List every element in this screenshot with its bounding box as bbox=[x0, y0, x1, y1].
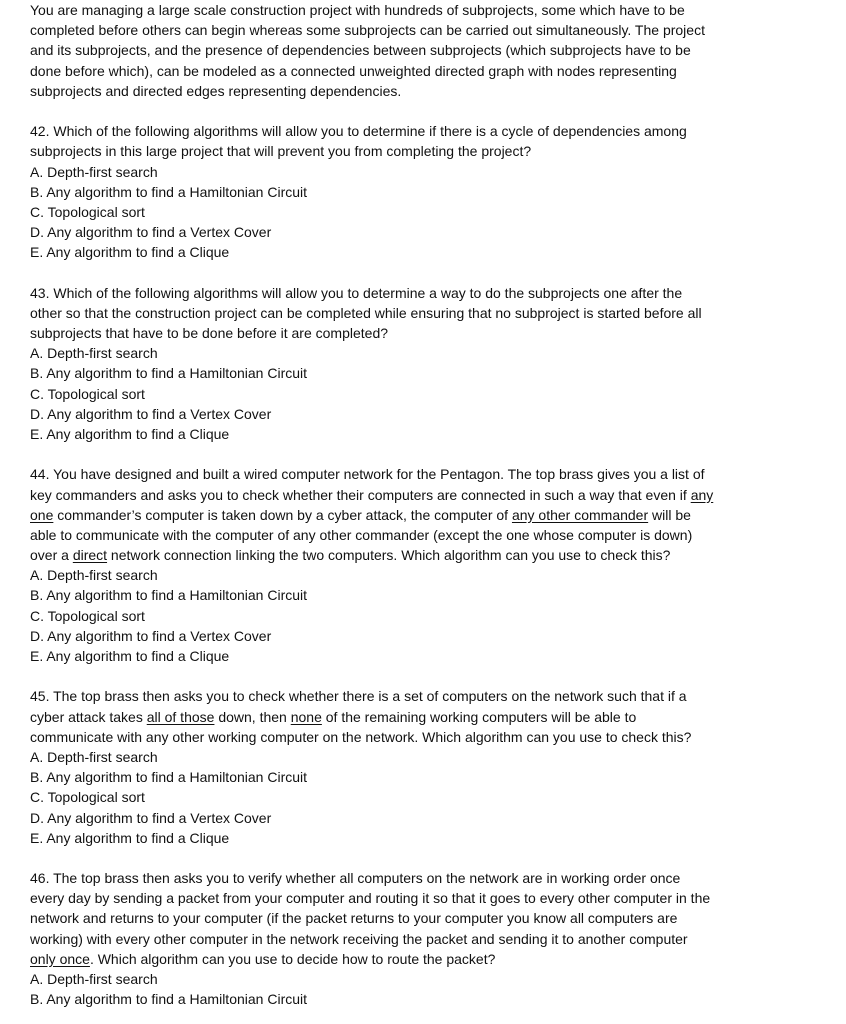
answer-option-c: C. Topological sort bbox=[30, 385, 145, 402]
underlined-text: none bbox=[290, 708, 322, 725]
answer-option-b: B. Any algorithm to find a Hamiltonian Circuit bbox=[30, 587, 308, 604]
question-text: every day by sending a packet from your computer and routing it so that it goes to every other computer in the bbox=[30, 890, 711, 907]
answer-option-a: A. Depth-first search bbox=[30, 345, 158, 362]
question-42 bbox=[30, 121, 820, 262]
intro-line: done before which), can be modeled as a connected unweighted directed graph with nodes representing bbox=[30, 62, 677, 79]
question-text: 44. You have designed and built a wired computer network for the Pentagon. The top brass gives you a list of bbox=[30, 466, 705, 483]
question-text: subprojects in this large project that will prevent you from completing the project? bbox=[30, 143, 532, 160]
question-text: 43. Which of the following algorithms will allow you to determine a way to do the subprojects one after the bbox=[30, 284, 683, 301]
answer-option-e: E. Any algorithm to find a Clique bbox=[30, 244, 230, 261]
question-46 bbox=[30, 868, 820, 1009]
underlined-text: any bbox=[690, 486, 714, 503]
question-text bbox=[30, 545, 820, 565]
underlined-text: only once bbox=[30, 950, 90, 967]
answer-option-b: B. Any algorithm to find a Hamiltonian Circuit bbox=[30, 991, 308, 1008]
answer-option-a: A. Depth-first search bbox=[30, 163, 158, 180]
question-text: 42. Which of the following algorithms will allow you to determine if there is a cycle of dependencies among bbox=[30, 123, 687, 140]
question-text bbox=[30, 485, 820, 505]
question-45 bbox=[30, 686, 820, 848]
answer-option-e: E. Any algorithm to find a Clique bbox=[30, 829, 230, 846]
text-run: key commanders and asks you to check whether their computers are connected in such a way that even if bbox=[30, 486, 691, 503]
question-text: 46. The top brass then asks you to verify whether all computers on the network are in working order once bbox=[30, 870, 681, 887]
underlined-text: direct bbox=[72, 547, 108, 564]
answer-option-b: B. Any algorithm to find a Hamiltonian Circuit bbox=[30, 183, 308, 200]
text-run: of the remaining working computers will be able to bbox=[321, 708, 637, 725]
answer-option-a: A. Depth-first search bbox=[30, 748, 158, 765]
answer-option-d: D. Any algorithm to find a Vertex Cover bbox=[30, 809, 272, 826]
answer-option-b: B. Any algorithm to find a Hamiltonian Circuit bbox=[30, 769, 308, 786]
question-text: working) with every other computer in the network receiving the packet and sending it to another computer bbox=[30, 930, 688, 947]
question-text bbox=[30, 505, 820, 525]
question-text: 45. The top brass then asks you to check whether there is a set of computers on the network such that if a bbox=[30, 688, 687, 705]
answer-option-d: D. Any algorithm to find a Vertex Cover bbox=[30, 627, 272, 644]
answer-option-d: D. Any algorithm to find a Vertex Cover bbox=[30, 405, 272, 422]
text-run: network connection linking the two computers. Which algorithm can you use to check this? bbox=[107, 547, 671, 564]
question-text bbox=[30, 707, 820, 727]
question-text: other so that the construction project can be completed while ensuring that no subproject is started before all bbox=[30, 304, 702, 321]
text-run: . Which algorithm can you use to decide how to route the packet? bbox=[89, 950, 496, 967]
text-run: over a bbox=[30, 547, 73, 564]
text-run: down, then bbox=[214, 708, 291, 725]
answer-option-b: B. Any algorithm to find a Hamiltonian Circuit bbox=[30, 365, 308, 382]
question-text: subprojects that have to be done before it are completed? bbox=[30, 325, 389, 341]
text-run: cyber attack takes bbox=[30, 708, 147, 725]
question-text: able to communicate with the computer of any other commander (except the one whose computer is down) bbox=[30, 526, 693, 543]
intro-line: You are managing a large scale construction project with hundreds of subprojects, some which have to be bbox=[30, 2, 685, 18]
intro-line: completed before others can begin whereas some subprojects can be carried out simultaneously. The project bbox=[30, 22, 705, 39]
intro-line: and its subprojects, and the presence of dependencies between subprojects (which subprojects have to be bbox=[30, 42, 691, 59]
text-run: commander’s computer is taken down by a cyber attack, the computer of bbox=[53, 506, 512, 523]
question-43 bbox=[30, 283, 820, 445]
answer-option-e: E. Any algorithm to find a Clique bbox=[30, 648, 230, 664]
answer-option-a: A. Depth-first search bbox=[30, 567, 158, 584]
underlined-text: all of those bbox=[146, 708, 215, 725]
question-text: network and returns to your computer (if the packet returns to your computer you know all computers are bbox=[30, 910, 678, 927]
answer-option-a: A. Depth-first search bbox=[30, 971, 158, 987]
question-text bbox=[30, 949, 820, 969]
document-page bbox=[30, 0, 820, 1009]
answer-option-e: E. Any algorithm to find a Clique bbox=[30, 425, 230, 442]
answer-option-c: C. Topological sort bbox=[30, 789, 145, 806]
answer-option-c: C. Topological sort bbox=[30, 607, 145, 624]
question-44 bbox=[30, 464, 820, 666]
underlined-text: one bbox=[30, 506, 54, 523]
intro-paragraph bbox=[30, 0, 820, 101]
answer-option-c: C. Topological sort bbox=[30, 203, 145, 220]
intro-line: subprojects and directed edges representing dependencies. bbox=[30, 82, 402, 99]
question-text: communicate with any other working computer on the network. Which algorithm can you use to check this? bbox=[30, 728, 692, 745]
answer-option-d: D. Any algorithm to find a Vertex Cover bbox=[30, 224, 272, 241]
text-run: will be bbox=[648, 506, 691, 523]
underlined-text: any other commander bbox=[511, 506, 649, 523]
